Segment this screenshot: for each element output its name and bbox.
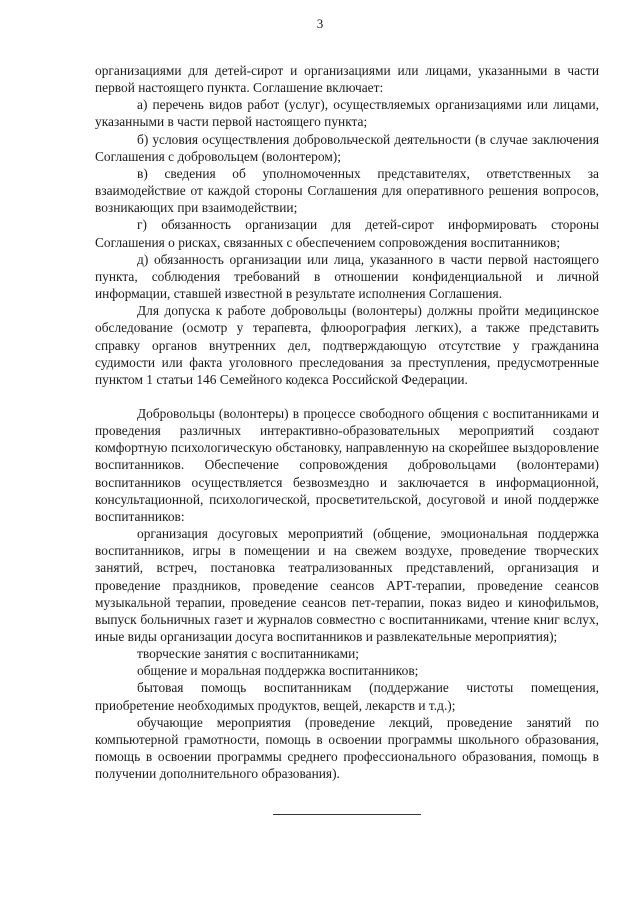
paragraph-admission: Для допуска к работе добровольцы (волонтеры) должны пройти медицинское обследование (осмотр у терапевта, флюорография легких), а также представить справку органов внутренних дел, подтверждающую отсутствие у гражданина судимости или факта уголовного преследования за преступления, предусмотренные пунктом 1 статьи 146 Семейного кодекса Российской Федерации.	[95, 303, 599, 387]
paragraph-agreement-intro: организациями для детей-сирот и организациями или лицами, указанными в части первой настоящего пункта. Соглашение включает:	[95, 63, 599, 96]
paragraph-item-v: в) сведения об уполномоченных представителях, ответственных за взаимодействие от каждой стороны Соглашения для оперативного решения вопросов, возникающих при взаимодействии;	[95, 165, 599, 216]
paragraph-leisure-activities: организация досуговых мероприятий (общение, эмоциональная поддержка воспитанников, игры в помещении и на свежем воздухе, проведение творческих занятий, встреч, постановка театрализованных представлений, организация и проведение праздников, проведение сеансов АРТ-терапии, проведение сеансов музыкальной терапии, проведение сеансов пет-терапии, показ видео и кинофильмов, выпуск больничных газет и журналов совместно с воспитанниками, чтение книг вслух, иные виды организации досуга воспитанников и развлекательные мероприятия);	[95, 526, 599, 644]
paragraph-item-b: б) условия осуществления добровольческой деятельности (в случае заключения Соглашения с добровольцем (волонтером);	[95, 131, 599, 164]
paragraph-item-g: г) обязанность организации для детей-сирот информировать стороны Соглашения о рисках, связанных с обеспечением сопровождения воспитанников;	[95, 217, 599, 250]
paragraph-household-help: бытовая помощь воспитанникам (поддержание чистоты помещения, приобретение необходимых продуктов, вещей, лекарств и т.д.);	[95, 680, 599, 713]
document-body	[95, 62, 599, 782]
paragraph-item-a: а) перечень видов работ (услуг), осуществляемых организациями или лицами, указанными в части первой настоящего пункта;	[95, 97, 599, 130]
paragraph-educational-activities: обучающие мероприятия (проведение лекций, проведение занятий по компьютерной грамотности, помощь в освоении программы школьного образования, помощь в освоении программы среднего профессионального образования, помощь в получении дополнительного образования).	[95, 714, 599, 782]
paragraph-moral-support: общение и моральная поддержка воспитанников;	[137, 663, 419, 679]
paragraph-creative-classes: творческие занятия с воспитанниками;	[137, 646, 360, 662]
closing-divider	[273, 814, 421, 815]
paragraph-volunteers-support: Добровольцы (волонтеры) в процессе свободного общения с воспитанниками и проведения различных интерактивно-образовательных мероприятий создают комфортную психологическую обстановку, направленную на скорейшее выздоровление воспитанников. Обеспечение сопровождения добровольцами (волонтерами) воспитанников осуществляется безвозмездно и заключается в информационной, консультационной, психологической, просветительской, досуговой и иной поддержке воспитанников:	[95, 405, 599, 524]
page-number: 3	[316, 16, 324, 31]
paragraph-item-d: д) обязанность организации или лица, указанного в части первой настоящего пункта, соблюдения требований в отношении конфиденциальной и личной информации, ставшей известной в результате исполнения Соглашения.	[95, 251, 599, 302]
